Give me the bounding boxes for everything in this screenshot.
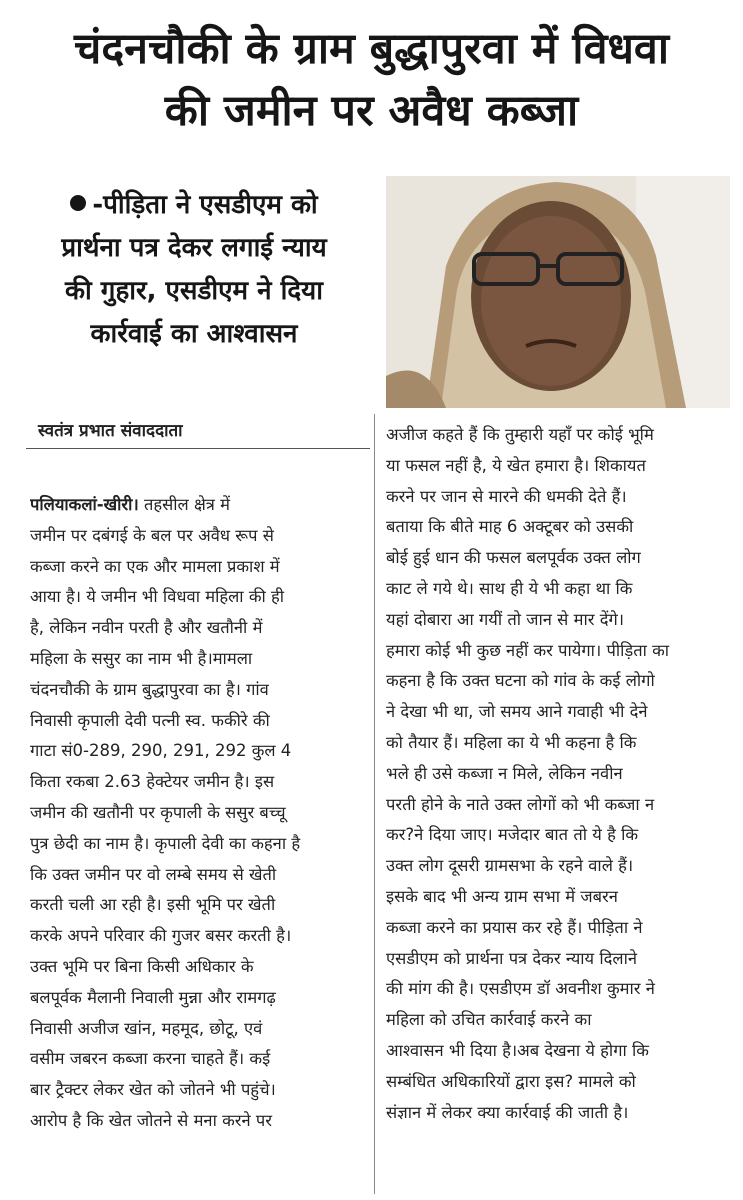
paragraph-line: बोई हुई धान की फसल बलपूर्वक उक्त लोग: [386, 548, 641, 568]
paragraph-line: चंदनचौकी के ग्राम बुद्धापुरवा का है। गांव: [30, 679, 269, 699]
paragraph-line: है, लेकिन नवीन परती है और खतौनी में: [30, 618, 263, 638]
byline: स्वतंत्र प्रभात संवाददाता: [38, 421, 183, 441]
paragraph-line: हमारा कोई भी कुछ नहीं कर पायेगा। पीड़िता का: [386, 640, 670, 660]
paragraph-line: आरोप है कि खेत जोतने से मना करने पर: [30, 1110, 273, 1130]
paragraph-line: कि उक्त जमीन पर वो लम्बे समय से खेती: [30, 864, 277, 884]
paragraph-line: आश्वासन भी दिया है।अब देखना ये होगा कि: [386, 1040, 649, 1060]
paragraph-line: जमीन पर दबंगई के बल पर अवैध रूप से: [30, 525, 274, 545]
paragraph-line: एसडीएम को प्रार्थना पत्र देकर न्याय दिलाने: [386, 948, 638, 968]
subheadline-line-2: प्रार्थना पत्र देकर लगाई न्याय: [61, 233, 327, 263]
paragraph-line: को तैयार हैं। महिला का ये भी कहना है कि: [386, 732, 637, 752]
paragraph-line: किता रकबा 2.63 हेक्टेयर जमीन है। इस: [30, 772, 275, 792]
paragraph-line: या फसल नहीं है, ये खेत हमारा है। शिकायत: [386, 455, 646, 475]
paragraph-line: कहना है कि उक्त घटना को गांव के कई लोगो: [386, 671, 655, 691]
news-photo-elderly-woman: [386, 176, 730, 408]
paragraph-line: इसके बाद भी अन्य ग्राम सभा में जबरन: [386, 886, 618, 906]
line-text: तहसील क्षेत्र में: [138, 495, 231, 514]
subheadline-line-1: [18, 184, 370, 227]
paragraph-line: सम्बंधित अधिकारियों द्वारा इस? मामले को: [386, 1071, 636, 1091]
paragraph-line: की मांग की है। एसडीएम डॉ अवनीश कुमार ने: [386, 979, 655, 999]
headline-line-1: चंदनचौकी के ग्राम बुद्धापुरवा में विधवा: [74, 24, 669, 74]
dateline: पलियाकलां-खीरी।: [30, 495, 139, 514]
byline-divider: [26, 448, 370, 449]
photo-illustration: [386, 176, 730, 408]
paragraph-line: उक्त लोग दूसरी ग्रामसभा के रहने वाले हैं।: [386, 856, 634, 876]
column-divider: [374, 414, 375, 1194]
paragraph-line: ने देखा भी था, जो समय आने गवाही भी देने: [386, 702, 648, 722]
bullet-icon: [70, 195, 86, 211]
paragraph-line: महिला के ससुर का नाम भी है।मामला: [30, 648, 253, 668]
paragraph-line: गाटा सं0-289, 290, 291, 292 कुल 4: [30, 741, 292, 761]
subheadline: [18, 184, 370, 356]
paragraph-line: परती होने के नाते उक्त लोगों को भी कब्जा न: [386, 794, 655, 814]
paragraph-line: निवासी अजीज खांन, महमूद, छोटू, एवं: [30, 1018, 263, 1038]
headline-line-2: की जमीन पर अवैध कब्जा: [164, 86, 579, 136]
paragraph-line: जमीन की खतौनी पर कृपाली के ससुर बच्चू: [30, 802, 286, 822]
paragraph-line: काट ले गये थे। साथ ही ये भी कहा था कि: [386, 578, 633, 598]
paragraph-line: उक्त भूमि पर बिना किसी अधिकार के: [30, 956, 254, 976]
paragraph-line: यहां दोबारा आ गयीं तो जान से मार देंगे।: [386, 609, 625, 629]
paragraph-line: कर?ने दिया जाए। मजेदार बात तो ये है कि: [386, 825, 639, 845]
paragraph-line: कब्जा करने का प्रयास कर रहे हैं। पीड़िता ने: [386, 917, 643, 937]
subheadline-line-3: की गुहार, एसडीएम ने दिया: [65, 276, 323, 306]
paragraph-line: करके अपने परिवार की गुजर बसर करती है।: [30, 926, 292, 946]
paragraph-line: बलपूर्वक मैलानी निवाली मुन्ना और रामगढ़: [30, 987, 276, 1007]
paragraph-line: अजीज कहते हैं कि तुम्हारी यहाँ पर कोई भूमि: [386, 425, 654, 444]
paragraph-line: भले ही उसे कब्जा न मिले, लेकिन नवीन: [386, 763, 623, 783]
headline: [0, 18, 743, 142]
paragraph-line: पुत्र छेदी का नाम है। कृपाली देवी का कहना है: [30, 833, 301, 853]
paragraph-line: संज्ञान में लेकर क्या कार्रवाई की जाती है।: [386, 1102, 629, 1122]
subheadline-text-1: -पीड़िता ने एसडीएम को: [92, 190, 318, 220]
paragraph-line: कब्जा करने का एक और मामला प्रकाश में: [30, 556, 280, 576]
paragraph-line: महिला को उचित कार्रवाई करने का: [386, 1010, 592, 1030]
subheadline-line-4: कार्रवाई का आश्वासन: [90, 319, 298, 349]
paragraph-line: करती चली आ रही है। इसी भूमि पर खेती: [30, 895, 276, 915]
paragraph-line: [30, 490, 368, 521]
paragraph-line: बार ट्रैक्टर लेकर खेत को जोतने भी पहुंचे।: [30, 1080, 276, 1100]
paragraph-line: वसीम जबरन कब्जा करना चाहते हैं। कई: [30, 1049, 271, 1069]
paragraph-line: निवासी कृपाली देवी पत्नी स्व. फकीरे की: [30, 710, 270, 730]
article-column-left: [30, 490, 368, 1137]
paragraph-line: आया है। ये जमीन भी विधवा महिला की ही: [30, 587, 285, 607]
article-column-right: [386, 420, 734, 1128]
paragraph-line: बताया कि बीते माह 6 अक्टूबर को उसकी: [386, 517, 634, 537]
paragraph-line: करने पर जान से मारने की धमकी देते हैं।: [386, 486, 627, 506]
